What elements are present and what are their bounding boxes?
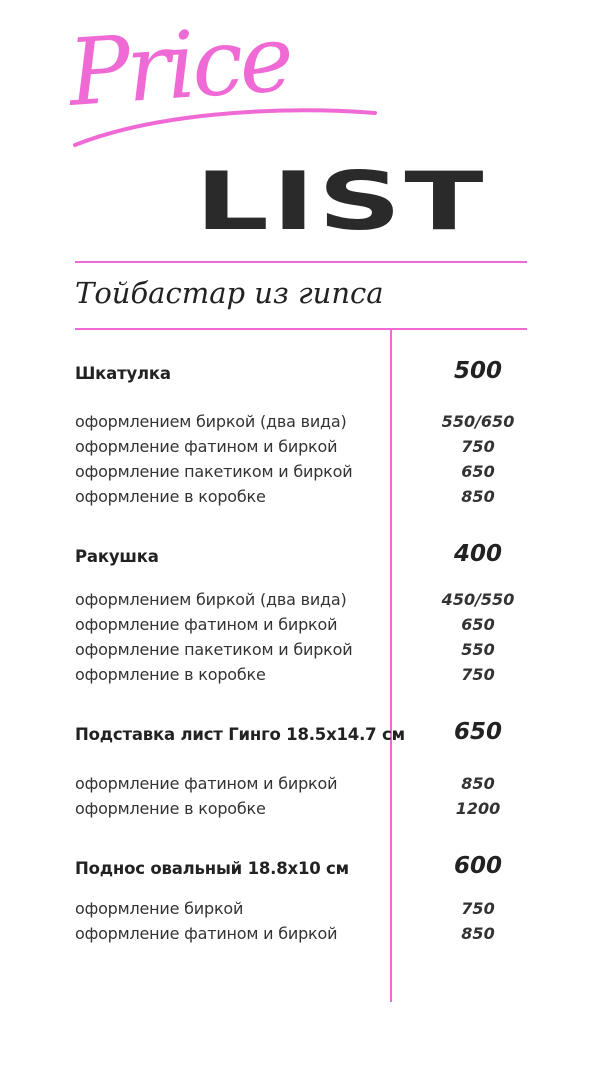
page-subtitle: Тойбастар из гипса (75, 276, 384, 310)
option-label: оформление пакетиком и биркой (75, 462, 353, 481)
option-label: оформление в коробке (75, 665, 266, 684)
option-label: оформлением биркой (два вида) (75, 590, 347, 609)
section-title: Ракушка (75, 547, 159, 566)
option-row (75, 437, 525, 463)
option-price: 650 (461, 462, 495, 481)
section-price: 500 (453, 358, 503, 384)
option-row (75, 590, 525, 616)
option-row (75, 487, 525, 513)
option-price: 550 (461, 640, 495, 659)
option-row (75, 799, 525, 825)
option-price: 750 (461, 665, 495, 684)
section-price: 400 (453, 541, 503, 567)
option-row (75, 412, 525, 438)
option-price: 750 (461, 437, 495, 456)
option-price: 850 (461, 924, 495, 943)
option-label: оформление фатином и биркой (75, 774, 338, 793)
section-price: 600 (453, 853, 503, 879)
section-title: Поднос овальный 18.8x10 см (75, 859, 349, 878)
option-label: оформление в коробке (75, 799, 266, 818)
option-price: 450/550 (441, 590, 515, 609)
option-row (75, 774, 525, 800)
option-price: 750 (461, 899, 495, 918)
option-row (75, 615, 525, 641)
top-divider (75, 261, 527, 263)
option-label: оформление фатином и биркой (75, 924, 338, 943)
option-label: оформление фатином и биркой (75, 615, 338, 634)
option-price: 850 (461, 774, 495, 793)
section-title: Подставка лист Гинго 18.5x14.7 см (75, 725, 405, 744)
option-label: оформлением биркой (два вида) (75, 412, 347, 431)
option-price: 1200 (455, 799, 501, 818)
option-price: 650 (461, 615, 495, 634)
option-row (75, 899, 525, 925)
section-price: 650 (453, 719, 503, 745)
list-block-title: LIST (195, 155, 487, 248)
price-script-title: Price (65, 4, 294, 127)
section-title: Шкатулка (75, 364, 171, 383)
section-header (75, 358, 525, 390)
option-price: 550/650 (441, 412, 515, 431)
option-label: оформление биркой (75, 899, 244, 918)
option-row (75, 462, 525, 488)
section-header (75, 719, 525, 751)
section-header (75, 541, 525, 573)
header-divider (75, 328, 527, 330)
section-header (75, 853, 525, 885)
option-label: оформление в коробке (75, 487, 266, 506)
option-label: оформление пакетиком и биркой (75, 640, 353, 659)
option-row (75, 665, 525, 691)
option-row (75, 640, 525, 666)
option-price: 850 (461, 487, 495, 506)
option-row (75, 924, 525, 950)
option-label: оформление фатином и биркой (75, 437, 338, 456)
